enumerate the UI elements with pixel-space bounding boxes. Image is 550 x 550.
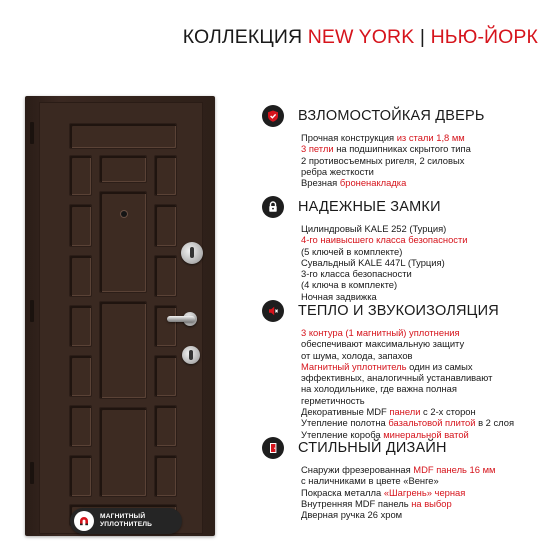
lever-lock [182, 346, 200, 364]
section-line [301, 268, 542, 279]
body-text: Дверная ручка 26 хром [301, 509, 403, 521]
body-text: Утепление короба [301, 428, 384, 440]
door-hinge [30, 462, 34, 484]
body-text: Врезная [301, 177, 340, 189]
section-reliable-locks [262, 193, 542, 302]
section-line [301, 166, 542, 177]
body-text: с 2-х сторон [420, 406, 476, 418]
section-line [301, 475, 542, 486]
section-line [301, 257, 542, 268]
body-text: герметичность [301, 394, 365, 406]
badge-line: УПЛОТНИТЕЛЬ [100, 521, 153, 528]
body-text: Снаружи фрезерованная [301, 464, 414, 475]
section-line [301, 383, 542, 394]
body-text: в 2 слоя [475, 417, 515, 429]
section-line [301, 327, 542, 338]
highlight-text: броненакладка [339, 177, 407, 189]
section-insulation [262, 297, 542, 440]
door-panel [155, 306, 176, 346]
door-panel [100, 192, 146, 292]
body-text: один из самых [406, 360, 473, 372]
highlight-text: на выбор [411, 497, 452, 509]
section-body [301, 132, 542, 188]
section-burglar-resistant [262, 102, 542, 188]
door-panel [155, 456, 176, 496]
door-panel [155, 205, 176, 246]
door-panel [70, 124, 176, 148]
speaker-mute-icon [262, 300, 284, 322]
body-text: на холодильнике, где важна полная [301, 383, 457, 395]
body-text: 3-го класса безопасности [301, 268, 412, 280]
body-text: Ночная задвижка [301, 290, 377, 302]
body-text: Внутренняя MDF панель [301, 497, 412, 509]
door-panel [100, 156, 146, 182]
section-title: ВЗЛОМОСТОЙКАЯ ДВЕРЬ [298, 108, 485, 124]
section-line [301, 487, 542, 498]
section-line [301, 338, 542, 349]
door-panel [70, 356, 91, 396]
body-text: Прочная конструкция [301, 132, 397, 143]
section-line [301, 509, 542, 520]
highlight-text: «Шагрень» черная [383, 486, 466, 498]
body-text: Декоративные MDF [301, 406, 390, 418]
title-separator: | [419, 26, 426, 48]
door-panel [155, 356, 176, 396]
magnetic-seal-badge [70, 508, 182, 534]
body-text: (5 ключей в комплекте) [301, 245, 403, 257]
section-body [301, 327, 542, 440]
section-line [301, 132, 542, 143]
section-line [301, 279, 542, 290]
door-handle [167, 316, 195, 322]
section-title: ТЕПЛО И ЗВУКОИЗОЛЯЦИЯ [298, 303, 499, 319]
highlight-text: 4-го наивысшего класса безопасности [301, 234, 468, 246]
body-text: ребра жесткости [301, 165, 374, 177]
title-ru: НЬЮ-ЙОРК [430, 26, 538, 48]
door-panel [70, 406, 91, 446]
body-text: с наличниками в цвете «Венге» [301, 475, 439, 487]
section-title: СТИЛЬНЫЙ ДИЗАЙН [298, 440, 447, 456]
highlight-text: Магнитный уплотнитель [301, 360, 407, 372]
title-prefix: КОЛЛЕКЦИЯ [182, 26, 303, 48]
magnet-icon [74, 511, 94, 531]
badge-line: МАГНИТНЫЙ [100, 513, 146, 520]
body-text: на подшипниках скрытого типа [333, 143, 471, 155]
highlight-text: базальтовой плитой [388, 417, 476, 429]
section-line [301, 395, 542, 406]
section-body [301, 223, 542, 302]
peephole [121, 211, 127, 217]
section-line [301, 350, 542, 361]
section-line [301, 246, 542, 257]
door-panel [100, 408, 146, 496]
body-text: Цилиндровый KALE 252 (Турция) [301, 223, 447, 234]
padlock-icon [262, 196, 284, 218]
section-line [301, 372, 542, 383]
door-panel [100, 302, 146, 398]
title-en: NEW YORK [307, 26, 415, 48]
door-hinge [30, 122, 34, 144]
section-line [301, 155, 542, 166]
door-panel [155, 256, 176, 296]
section-title: НАДЕЖНЫЕ ЗАМКИ [298, 199, 441, 215]
section-line [301, 223, 542, 234]
body-text: 2 противосъемных ригеля, 2 силовых [301, 154, 465, 166]
collection-title [0, 26, 550, 49]
door-panel [70, 256, 91, 296]
door-panel [70, 156, 91, 195]
body-text: обеспечивают максимальную защиту [301, 338, 465, 350]
section-stylish-design [262, 434, 542, 520]
cylinder-lock [181, 242, 203, 264]
section-line [301, 234, 542, 245]
door-panel [70, 205, 91, 246]
body-text: эффективных, аналогичный устанавливают [301, 372, 493, 384]
section-line [301, 143, 542, 154]
body-text: Покраска металла [301, 486, 384, 498]
body-text: Сувальдный KALE 447L (Турция) [301, 256, 445, 268]
door-panel [70, 456, 91, 496]
body-text: Утепление полотна [301, 417, 389, 429]
door-panel [155, 156, 176, 195]
highlight-text: панели [389, 406, 421, 418]
section-line [301, 464, 542, 475]
section-line [301, 406, 542, 417]
section-line [301, 498, 542, 509]
highlight-text: MDF панель 16 мм [413, 464, 496, 475]
door-icon [262, 437, 284, 459]
badge-text [100, 513, 152, 529]
door-panel [70, 306, 91, 346]
highlight-text: 3 петли [301, 143, 334, 155]
highlight-text: из стали 1,8 мм [396, 132, 465, 143]
section-body [301, 464, 542, 520]
body-text: от шума, холода, запахов [301, 349, 413, 361]
shield-check-icon [262, 105, 284, 127]
section-line [301, 177, 542, 188]
door-hinge [30, 300, 34, 322]
door-panel [155, 406, 176, 446]
highlight-text: минеральной ватой [383, 428, 469, 440]
section-line [301, 417, 542, 428]
section-line [301, 361, 542, 372]
highlight-text: 3 контура (1 магнитный) уплотнения [301, 327, 460, 338]
body-text: (4 ключа в комплекте) [301, 279, 398, 291]
